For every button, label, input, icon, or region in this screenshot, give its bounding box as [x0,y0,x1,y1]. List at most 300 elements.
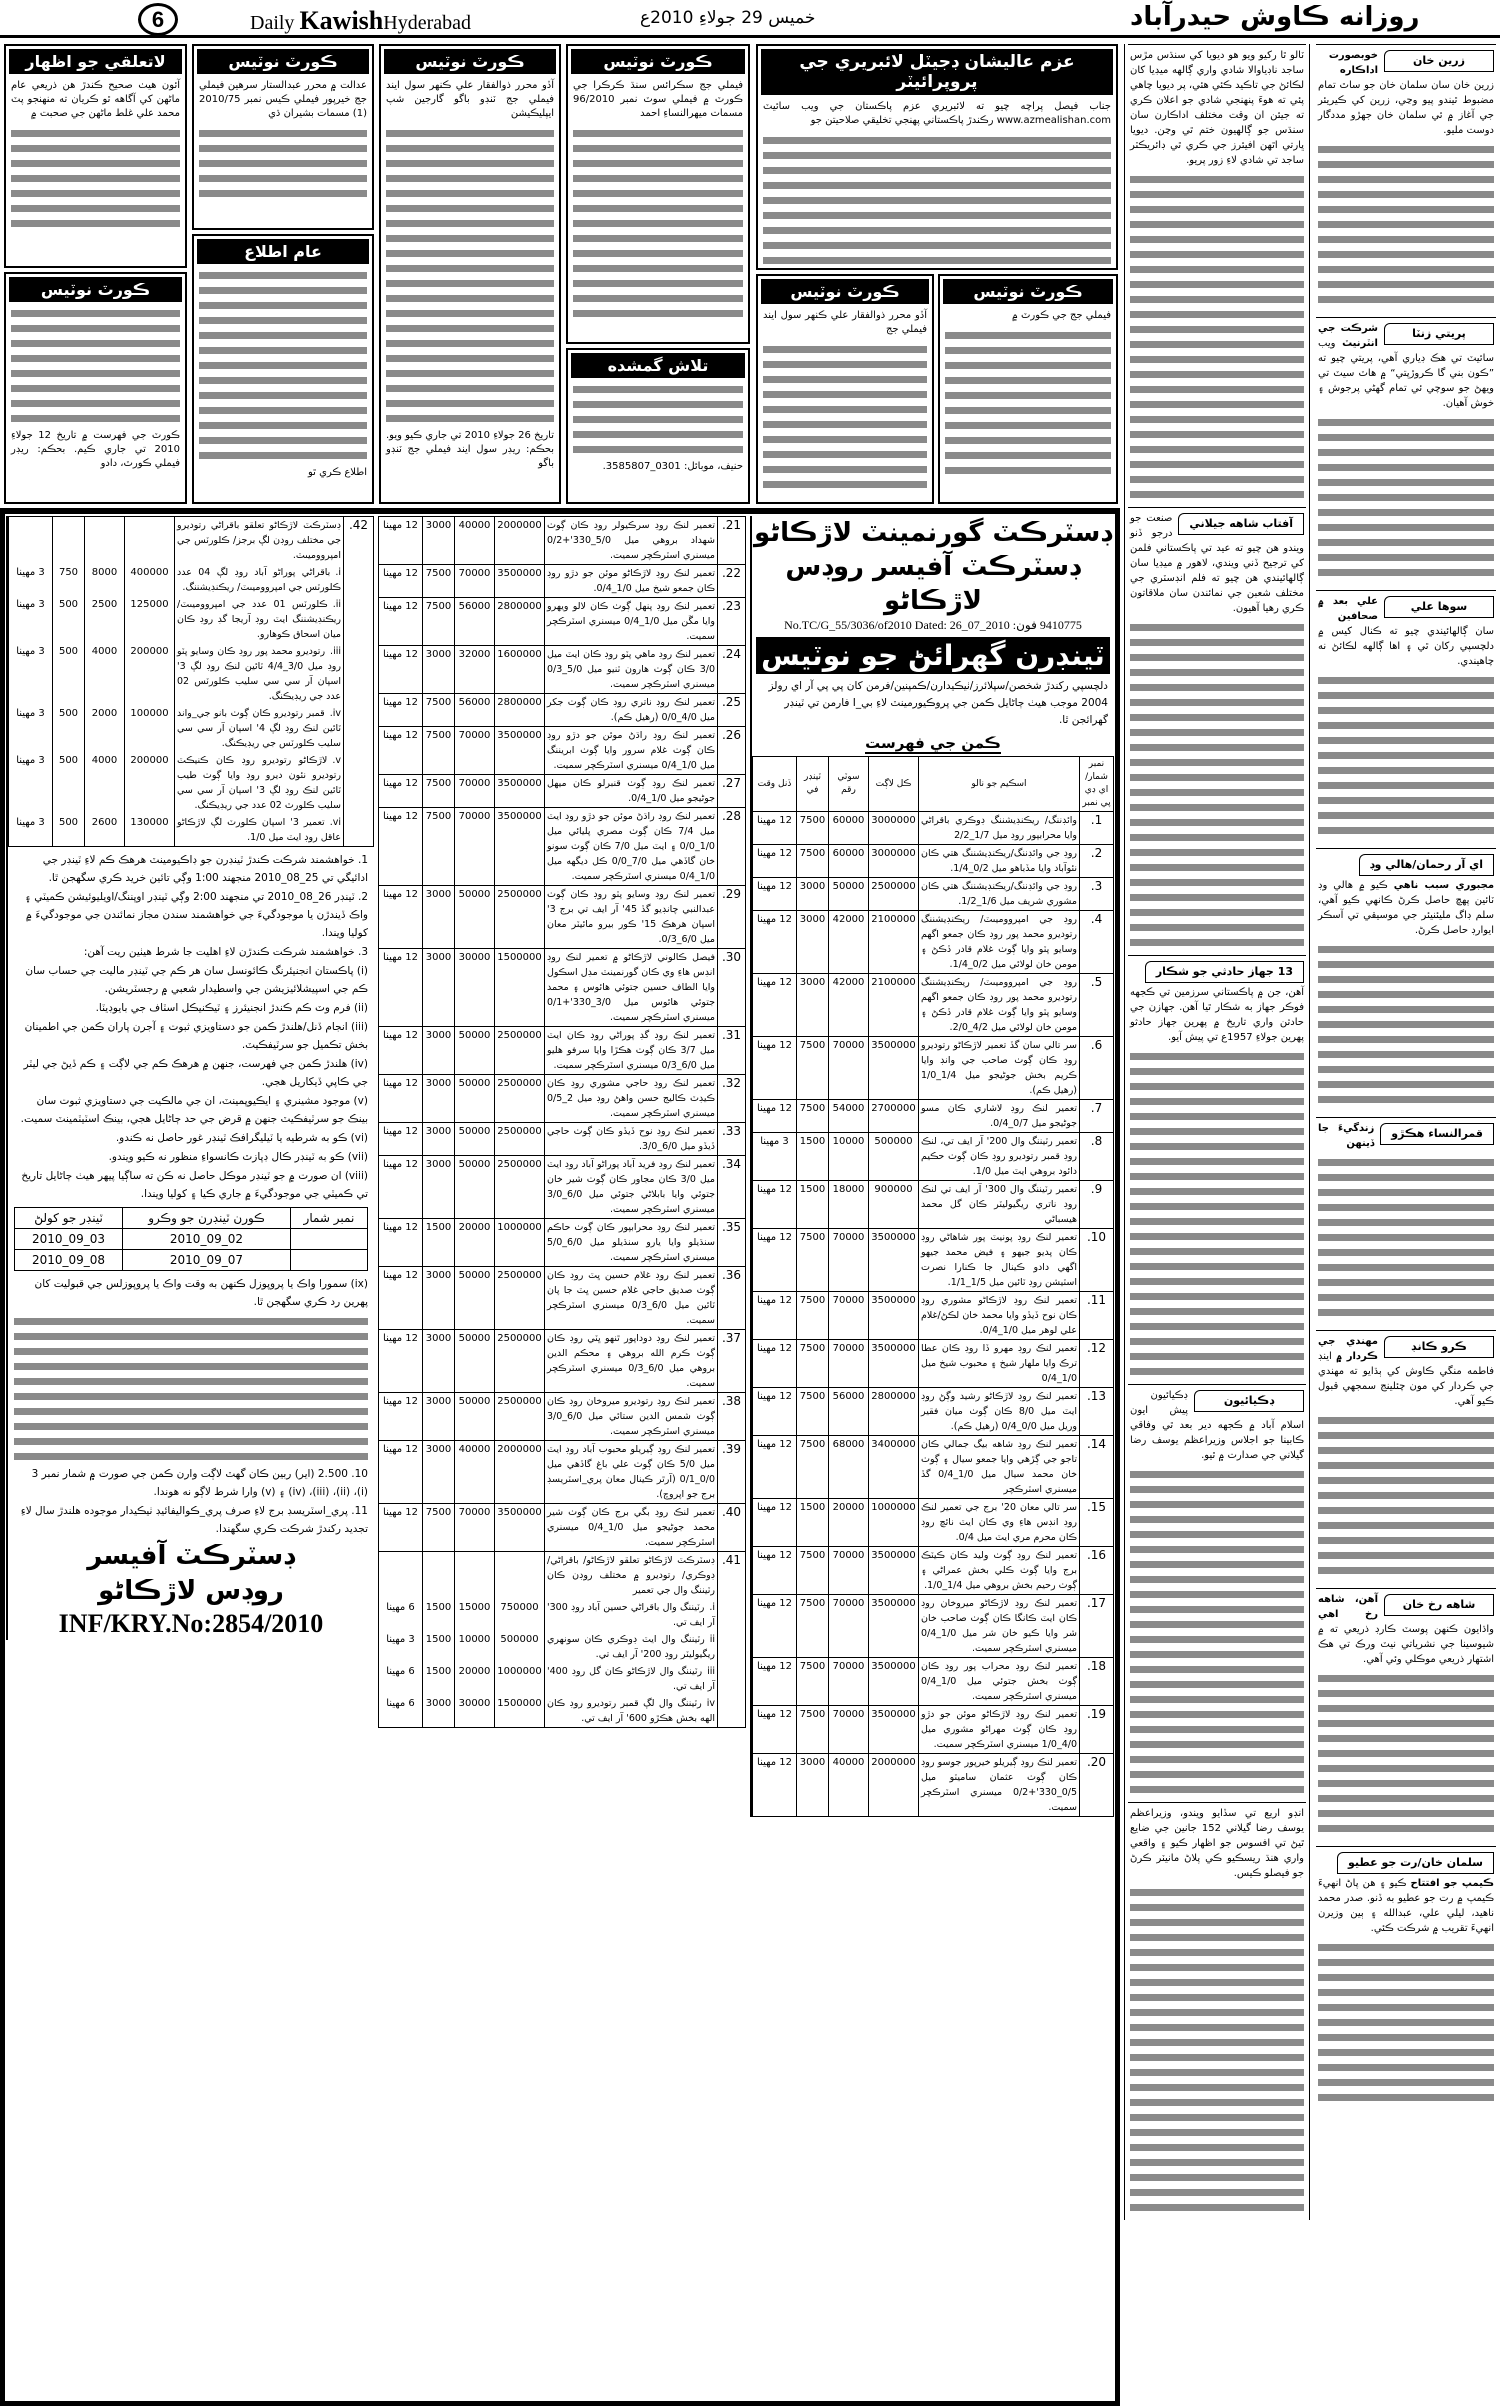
condition-item: 10. 2.500 (اير) ربين ڪان گهٽ لاڳت وارن ڪمن جي صورت ۾ شمار نمبر 3 (i)، (ii)، (iii)، (iv) ۽ (v) وارا شرط لاڳو نه هوندا. [31,1468,368,1498]
table-subrow [9,705,374,752]
story-text: ويب سائيٽ تي هڪ ڊياري آهي، پريتي چيو ته ”ڪون بني گا ڪروڙپتي“ ۾ هاٽ سيٽ تي ويهڻ جو سوچي ئي تمام گهڻي پرجوش ۽ خوش آهيان. [1318,338,1494,409]
tender-conditions [8,851,374,1639]
row-time: 12 مهينا [379,886,423,949]
row-earnest: 20000 [829,1499,869,1547]
row-earnest: 60000 [829,845,869,878]
row-fee: 7500 [797,1436,829,1499]
inf-number: INF/KRY.No:2854/2010 [58,1609,324,1638]
row-earnest: 50000 [455,886,495,949]
signature-office: روڊس لاڙڪاڻو [98,1576,284,1606]
story-text: ڪيو ۾ هالي وڊ ٽائين پهچ حاصل ڪرڻ ڪانهي ڪيو آهي، سلم ڊاگ مليئنيئر جي موسيقي تي آسڪر ايوارڊ حاصل ڪرڻ. [1318,880,1494,936]
row-blank [423,1552,455,1600]
row-fee: 3000 [423,886,455,949]
row-scheme: تعمير لنڪ روڊ ماهي پٽو روڊ ڪان ايٽ ميل 3/0 ڪان ڳوٺ هارون ٽنيو ميل 5/0_0/3 ميسنري اسٽرڪچر سميت. [545,646,718,694]
notice-title: لاتعلقي جو اظهار [9,49,182,74]
story-text: ٽالو ٿا رکيو ويو هو ديويا کي سنڌس مڙس ساجد ناڊياوالا شادي واري ڳالهه ميڊيا کان لڪائڻ جي تاڪيد ڪئي هئي، پر ديويا چاهي پئي ته هوءَ پنهنجي شادي جو اعلان ڪري ته جيئن ان وقت مختلف اداڪارن سان سنڌس جو ڳالهيون ختم ٿي وڃن. ديويا ڀارتي اٿهن افيئرز جي ڪري ٿي ڊائريڪٽر ساجد تي شادي لاءِ زور پريو. [1130,50,1304,166]
notice-title: ڪورٽ نوٽيس [761,279,929,304]
row-scheme: تعمير رٽيننگ وال 300' آر ايف تي لنڪ روڊ ناتري ريگيوليٽر ڪان گل محمد هيسباڻي [919,1181,1080,1229]
row-fee: 7500 [423,565,455,598]
title-city: Hyderabad [383,12,471,34]
table-row [379,1393,746,1441]
row-scheme: تعمير لنڪ روڊ وسايو پٽو روڊ ڪان ڳوٺ عبدالنبي چانڊيو گڏ 45' آر ايف تي برج 3' اسپان هرهڪ 15' ڪور بيرو مائيٽر معان ميل 6/0_0/3. [545,886,718,949]
table-row [753,1595,1114,1658]
table-row [9,517,374,565]
row-scheme: روڊ جي وائڊننگ/ريڪنڊيشننگ هتي ڪان مشوري شريف ميل 1/6_1/2. [919,878,1080,911]
table-subrow [9,643,374,705]
row-number: 24. [718,646,746,694]
row-earnest: 30000 [455,1695,495,1728]
row-scheme: تعمير لنڪ روڊ لاڙڪاڻو موئن جو دڙو روڊ ڪان ڳوٺ مهراڻو مشوري ميل 4/0_1/0 ميسنري اسٽرڪچر سميت. [919,1706,1080,1754]
row-time: 3 مهينا [9,752,53,814]
row-fee: 3000 [423,1123,455,1156]
row-cost: 1600000 [495,646,545,694]
row-cost: 2500000 [495,1075,545,1123]
row-number: 16. [1080,1547,1114,1595]
row-earnest: 50000 [829,878,869,911]
row-blank [9,517,53,565]
row-earnest: 50000 [455,1075,495,1123]
notice-title: ڪورٽ نوٽيس [9,277,182,302]
story-headline: ڊڪيائيون [1194,1390,1304,1412]
row-time: 12 مهينا [753,1181,797,1229]
row-fee: 7500 [797,1229,829,1292]
news-story [1128,507,1306,955]
row-scheme: تعمير لنڪ روڊ بگي برج ڪان ڳوٺ شير محمد جوڻيجو ميل 1/0_0/4 ميسنري اسٽرڪچر سميت. [545,1504,718,1552]
row-number: 40. [718,1504,746,1552]
notice-title: ڪورٽ نوٽيس [571,49,745,74]
date-cell: 07_09_2010 [123,1250,291,1271]
row-earnest: 15000 [455,1599,495,1631]
subrow-scheme [175,643,344,705]
row-scheme: تعمير لنڪ روڊ ڳوٺ قنبرلو ڪان ميهل جوڻيجو ميل 1/0_0/4. [545,775,718,808]
table-row [753,1436,1114,1499]
text-lines [199,267,367,462]
table-row [379,949,746,1027]
english-title [250,6,471,36]
story-lead: زندگيءَ جا ڏينهن [1318,1123,1375,1149]
condition-item: (i) پاڪستان انجنيئرنگ ڪائونسل سان هر ڪم جي ٽينڊر ماليت جي حساب سان ڪم جي اسپيشلائيزيشن جي واسطيدار شعبي ۾ رجسٽريشن. [25,965,368,995]
table-row [379,1330,746,1393]
row-cost: 3500000 [869,1658,919,1706]
text-lines [11,125,180,230]
row-time: 12 مهينا [379,1156,423,1219]
table-row [379,1441,746,1504]
subrow-text: رتوديرو محمد پور روڊ ڪان وسايو پٽو روڊ ميل 3/0_4/4 ٽائين لنڪ روڊ لڳ 3' اسپان آر سي سي سليب ڪلورٽس 02 عدد جي ريڊيڪنگ. [177,646,341,702]
row-time: 12 مهينا [753,1436,797,1499]
row-blank [455,1552,495,1600]
row-cost: 2500000 [495,1267,545,1330]
row-fee: 1500 [797,1181,829,1229]
row-number: 36. [718,1267,746,1330]
story-lead: خوبصورت اداڪاره [1328,50,1378,76]
news-story [1128,955,1306,1384]
story-text: آهن، جن ۾ پاڪستاني سرزمين تي ڪجهه فوڪر جهاز به شڪار ٿيا آهن. جهازن جي حادثن واري تاريخ ۾ پهرين جهاز حادثو پهرين جولاءِ 1957ع تي پيش آيو. [1130,987,1304,1043]
row-time: 3 مهينا [9,643,53,705]
story-text: اينڊ فاطمه منگي ڪاوش کي ٻڌايو ته مهندي جي ڪردار کي مون چئلينج سمجهي قبول ڪيو آهي. [1318,1351,1494,1407]
text-lines [11,305,180,425]
title-brand: Kawish [299,6,384,35]
row-scheme: تعمير لنڪ روڊ دوداپور ٿنهو ڀٽي روڊ ڪان ڳوٺ ڪرم الله بروهي ۽ محڪم الدين بروهي ميل 6/0_0/3 ميسنري اسٽرڪچر سميت. [545,1330,718,1393]
row-cost: 1000000 [869,1499,919,1547]
row-earnest: 70000 [829,1547,869,1595]
notice-text: حنيف، موبائل: 0301_3585807. [602,461,743,472]
row-time: 12 مهينا [379,1441,423,1504]
row-earnest: 4000 [85,643,125,705]
row-time: 3 مهينا [379,1631,423,1663]
date-row [15,1250,368,1271]
row-earnest: 70000 [829,1658,869,1706]
row-time: 12 مهينا [753,812,797,845]
date-cell [290,1229,367,1250]
row-earnest: 40000 [455,1441,495,1504]
row-scheme: تعمير لنڪ روڊ ڳيريلو خيرپور جوسو روڊ ڪان ڳوٺ عثمان ساميٽو ميل 0/5_330'+0/2 ميسنري اسٽرڪچر سميت. [919,1754,1080,1817]
row-scheme: تعمير لنڪ روڊ پونيٽ پور شاهاڻي روڊ ڪان پديو جيهو ۽ فيض محمد جيهو اگهي دادو ڪينال جا ڪنارا نصرت اسٽيشن روڊ ٽائين ميل 1/5_1/1. [919,1229,1080,1292]
row-earnest: 42000 [829,911,869,974]
row-fee: 7500 [797,1340,829,1388]
row-cost: 2500000 [495,1330,545,1393]
row-earnest: 68000 [829,1436,869,1499]
subrow-text: باقراڻي پوراڻو آباد روڊ لڳ 04 عدد ڪلورٽس جي امپرووميںٽ/ ريڪنڊيشننگ. [177,567,341,593]
row-cost: 2000000 [495,1441,545,1504]
story-headline: شاهه رخ خان [1384,1594,1494,1616]
row-time: 6 مهينا [379,1695,423,1728]
row-number: 26. [718,727,746,775]
row-fee: 7500 [797,1658,829,1706]
table-subrow [379,1663,746,1695]
row-number: 6. [1080,1037,1114,1100]
condition-item: (ix) سمورا واڪ يا پروپوزل ڪنهن به وقت واڪ يا پروپوزلس جي قبوليت کان پهرين رد ڪري سگهجن ٿا. [34,1278,368,1308]
table-subrow [9,814,374,847]
row-cost: 3500000 [869,1340,919,1388]
row-scheme: روڊ جي امپرووميںٽ/ ريڪنڊيشننگ رتوديرو محمد پور روڊ ڪان جمعو اگهم وسايو پٽو وايا ڳوٺ غلام قادر ڏڪڻ ۽ مومن خان لولائي ميل 0/2_1/4. [919,911,1080,974]
row-fee: 500 [53,705,85,752]
text-lines [945,327,1111,477]
row-fee: 3000 [423,517,455,565]
row-number: 13. [1080,1388,1114,1436]
row-earnest: 70000 [829,1229,869,1292]
row-time: 12 مهينا [753,1706,797,1754]
row-fee: 500 [53,643,85,705]
story-text: سان ڳالهائيندي چيو ته ڪنال کيس ۾ دلچسپي رکان ٿي ۽ اها ڳالهه لڪائڻ نه چاهيندي. [1318,626,1494,667]
table-row [753,1133,1114,1181]
row-cost: 500000 [495,1631,545,1663]
row-cost: 2500000 [495,1123,545,1156]
row-cost: 3000000 [869,845,919,878]
text-lines [1318,1939,1494,2109]
text-lines [1318,672,1494,842]
row-earnest: 70000 [829,1340,869,1388]
row-fee: 3000 [797,878,829,911]
subrow-scheme [175,596,344,643]
text-lines [14,1313,368,1463]
tender-left-block [6,516,374,1640]
date-cell: 03_09_2010 [15,1229,123,1250]
row-blank [379,1552,423,1600]
row-scheme: تعمير لنڪ روڊ راڌڻ موئن جو دڙو روڊ ڪان ڳوٺ غلام سرور وايا ڳوٺ ابريننگ ميل 1/0_0/4 ميسنري اسٽرڪچر سميت. [545,727,718,775]
row-time: 12 مهينا [753,878,797,911]
row-scheme: ڊسٽرڪٽ لاڙڪاڻو تعلقو لاڙڪاڻو/ باقراڻي/ ڊوڪري/ رتوديرو ۾ مختلف روڊن ڪان رٽيننگ وال جي تعمير [545,1552,718,1600]
row-fee: 1500 [423,1631,455,1663]
row-time: 3 مهينا [9,596,53,643]
row-earnest: 56000 [455,694,495,727]
row-fee: 1500 [423,1663,455,1695]
row-time: 12 مهينا [379,808,423,886]
col-scheme: اسڪيم جو نالو [919,757,1080,812]
row-scheme: فيصل ڪالوني لاڙڪاڻو ۾ تعمير لنڪ روڊ انڊس هاءِ وي ڪان گورنمينٽ مڊل اسڪول وايا الطاف حسين جتوئي هائوس ۽ محمد جتوئي هائوس ميل 3/0_330'+0/1 ميسنري اسٽرڪچر سميت. [545,949,718,1027]
story-headline: قمرالنساء هڪڙو [1380,1123,1494,1145]
news-story [1316,1588,1496,1846]
row-earnest: 70000 [455,775,495,808]
condition-item: 1. خواهشمند شرڪت ڪندڙ ٽينڊرن جو ڊاڪيومينٽ هرهڪ ڪم لاءِ ٽينڊر جي ادائيگي تي 25_08_2010 منجهند 1:00 وڳي تائين خريد ڪري سگهجن ٿا. [42,854,368,884]
row-cost: 2500000 [495,886,545,949]
row-scheme: تعمير رٽيننگ وال 200' آر ايف تي، لنڪ روڊ قمبر رتوديرو روڊ ڪان ڳوٺ حڪيم دائود بروهي ايٽ ميل 1/0. [919,1133,1080,1181]
row-earnest: 70000 [829,1037,869,1100]
row-cost: 1500000 [495,1695,545,1728]
table-row [379,694,746,727]
row-number: 30. [718,949,746,1027]
row-fee: 3000 [797,1754,829,1817]
table-row [753,1547,1114,1595]
news-story [1316,317,1496,590]
notice-court [938,274,1118,504]
row-number: 2. [1080,845,1114,878]
text-lines [1130,171,1304,501]
row-cost: 900000 [869,1181,919,1229]
row-time: 12 مهينا [753,1658,797,1706]
text-lines [1130,1884,1304,2214]
table-row [379,1075,746,1123]
date-table [14,1207,368,1271]
row-scheme: روڊ جي وائڊننگ/ريڪنڊيشننگ هتي ڪان نئوآباد وايا مڏباهو ميل 0/2_1/4. [919,845,1080,878]
table-row [753,1100,1114,1133]
row-scheme: ڊسٽرڪٽ لاڙڪاڻو تعلقو باقراڻي رتوديرو جي مختلف روڊن لڳ برجز/ ڪلورٽس جي امپرووميںٽ. [175,517,344,565]
story-headline: سوها علي [1384,596,1494,618]
news-story [1316,1846,1496,2115]
table-subrow [9,564,374,596]
row-fee: 7500 [797,1547,829,1595]
table-row [753,1037,1114,1100]
row-fee: 1500 [797,1133,829,1181]
row-number: 9. [1080,1181,1114,1229]
row-fee: 3000 [423,1027,455,1075]
table-row [753,1181,1114,1229]
subrow-text: ڪلورٽس 01 عدد جي امپرووميںٽ/ ريڪنڊيشننگ ايٽ روڊ آريجا گڊ روڊ ڪان ميان اسحاق ڪوهارو. [177,599,341,640]
row-cost: 3500000 [495,565,545,598]
row-number: 17. [1080,1595,1114,1658]
row-number: 14. [1080,1436,1114,1499]
row-earnest: 40000 [829,1754,869,1817]
row-fee: 3000 [423,1267,455,1330]
row-number: 41. [718,1552,746,1728]
news-story [1128,1384,1306,1802]
row-fee: 7500 [797,1100,829,1133]
subrow-scheme [175,705,344,752]
row-cost: 3500000 [495,808,545,886]
notice-text: فيملي جج سڪرائس سنڌ ڪرڪرا جي ڪورٽ ۾ فيملي سوٽ نمبر 96/2010 مسمات ميهرالنساءِ احمد [573,80,743,119]
row-time: 12 مهينا [379,1219,423,1267]
news-story [1316,590,1496,848]
notice-text: عدالت ۾ محرر عبدالستار سرهين فيملي جج خيرپور فيملي ڪيس نمبر 2010/75 (1) مسمات بشيران ڌي [199,80,367,119]
notice-text: آڏو محرر ذوالفقار علي ڪنهر سول ايند فيملي جج ٽنڊو باگو گارجين شپ ايپليڪيشن [386,80,554,119]
news-column-main [1124,44,1310,2220]
story-headline: اي آر رحمان/هالي وڊ [1359,854,1494,876]
row-earnest: 70000 [455,727,495,775]
row-earnest: 70000 [829,1706,869,1754]
row-number: 35. [718,1219,746,1267]
text-lines [1130,619,1304,949]
row-earnest: 50000 [455,1393,495,1441]
row-number: 3. [1080,878,1114,911]
notice-title: ڪورٽ نوٽيس [943,279,1113,304]
row-time: 12 مهينا [379,1075,423,1123]
row-scheme: تعمير لنڪ روڊ غلام حسين ڀٽ روڊ ڪان ڳوٺ صديق حاجي غلام حسين ڀٽ جا پان ٽائين ميل 6/0_0/3 ميسنري اسٽرڪچر سميت. [545,1267,718,1330]
table-row [753,1229,1114,1292]
works-table-continued [378,516,746,1728]
row-earnest: 8000 [85,564,125,596]
row-cost: 2500000 [495,1393,545,1441]
row-fee: 7500 [797,1706,829,1754]
news-column-side [1314,44,1498,2115]
notice-text: تاريخ 26 جولاءِ 2010 تي جاري ڪيو ويو. بحڪم: ريڊر سول ايند فيملي جج ٽنڊو باگو [386,430,554,469]
row-cost: 2700000 [869,1100,919,1133]
row-cost: 1500000 [495,949,545,1027]
row-number: 29. [718,886,746,949]
story-headline: سلمان خان/رت جو عطيو [1337,1852,1494,1874]
row-time: 12 مهينا [379,517,423,565]
row-time: 12 مهينا [753,845,797,878]
subrow-text: تعمير 3' اسپان ڪلورٽ لڳ لاڙڪاڻو عاقل روڊ ايٽ ميل 1/0. [177,817,341,843]
table-subrow [379,1599,746,1631]
text-lines [573,125,743,320]
table-subrow [379,1631,746,1663]
condition-item: (iii) انجام ڏنل/هلندڙ ڪمن جو دستاويزي ثبوت ۽ آجرن پاران ڪمن جي اطمينان بخش تڪميل جو سرٽيفڪيٽ. [24,1021,368,1051]
row-number: 20. [1080,1754,1114,1817]
story-text: زرين خان سان سلمان خان جو ساٿ تمام مضبوط ٿيندو پيو وڃي، زرين کي ڪيريئر جي آغاز ۾ ئي سلمان خان جهڙو مددگار دوست مليو. [1318,80,1494,136]
row-earnest: 50000 [455,1027,495,1075]
row-fee: 7500 [423,598,455,646]
row-scheme: تعمير لنڪ روڊ ڳوٺ وليد ڪان ڪيٽڪ برج وايا ڳوٺ ڪلي بخش عمراڻي ۽ ڳوٺ رحيم بخش بروهي ميل 1/4_1/0. [919,1547,1080,1595]
row-cost: 3500000 [495,1504,545,1552]
table-row [379,1504,746,1552]
table-subrow [9,596,374,643]
row-number: 38. [718,1393,746,1441]
row-number: 1. [1080,812,1114,845]
row-cost: 500000 [869,1133,919,1181]
row-scheme: تعمير لنڪ روڊ فريد آباد پوراڻو آباد روڊ ايٽ ميل 3/0 ڪان مجاور ڪان ڳوٺ شير خان جتوئي وايا بابلاڻي جتوئي ميل 6/0_3/0 ميسنري اسٽرڪچر سميت. [545,1156,718,1219]
table-row [753,1292,1114,1340]
table-row [379,1219,746,1267]
row-scheme: تعمير لنڪ روڊ راڌڻ موئن جو دڙو روڊ ايٽ ميل 7/4 ڪان ڳوٺ مصري پليائي ميل 1/0_0/0 ۽ ايٽ ميل 7/0 ڪان ڳوٺ سونو خان گاڏهي ميل 7/0_0/0 ڪل ديگهه ميل 1/0_0/4 ميسنري اسٽرڪچر سميت. [545,808,718,886]
row-time: 12 مهينا [753,1340,797,1388]
table-row [753,1388,1114,1436]
table-row [379,1552,746,1600]
row-fee: 1500 [423,1599,455,1631]
notice-title: عام اطلاع [197,239,369,264]
row-fee: 3000 [423,1441,455,1504]
tender-intro: دلچسپي رکندڙ شخصن/سپلائرز/ٺيڪيدارن/ڪمپنين/فرمن کان پي پي آر اي رولز 2004 موجب هيٺ ڄاڻايل ڪمن جي پروڪيورمينٽ لاءِ بي_I فارمن تي ٽينڊر گهرائجن ٿا. [768,680,1108,726]
signature-title: ڊسٽرڪٽ آفيسر [87,1541,295,1571]
row-number: 12. [1080,1340,1114,1388]
story-headline: آفتاب شاهه جيلاني [1178,513,1304,535]
row-time: 12 مهينا [379,1393,423,1441]
row-cost: 3000000 [869,812,919,845]
row-cost: 2800000 [495,694,545,727]
col-fee: ٽينڊر في [797,757,829,812]
row-time: 12 مهينا [379,727,423,775]
col-earnest: سوٽي رقم [829,757,869,812]
row-scheme: تعمير لنڪ روڊ لاڙڪاڻو ميروخان روڊ ڪان ايٽ ڪانگا ڪان ڳوٺ صاحب خان شر وايا ڪيو خان شر ميل 1/0_0/4 ميسنري اسٽرڪچر سميت. [919,1595,1080,1658]
row-cost: 1000000 [495,1663,545,1695]
row-number: 21. [718,517,746,565]
text-lines [1318,141,1494,311]
table-row [379,886,746,949]
row-fee: 7500 [423,727,455,775]
row-time: 12 مهينا [753,1037,797,1100]
story-headline: ڪرو ڪانڊ [1384,1336,1494,1358]
row-time: 12 مهينا [753,1100,797,1133]
row-fee: 7500 [797,812,829,845]
subrow-text: رٽيننگ وال لڳ قمبر رتوديرو روڊ ڪان الهه بخش هڪڙو 600' آر ايف تي. [547,1698,715,1724]
row-number: 19. [1080,1706,1114,1754]
date-row [15,1229,368,1250]
row-time: 12 مهينا [753,974,797,1037]
reference-line: 9410775 فون: No.TC/G_55/3036/of2010 Dated: 26_07_2010 [784,618,1082,632]
row-earnest: 2600 [85,814,125,847]
text-lines [386,125,554,425]
text-lines [1318,1412,1494,1582]
office-name: ڊسٽرڪٽ آفيسر روڊس لاڙڪاڻو [785,552,1081,616]
condition-item: 2. ٽينڊر 26_08_2010 تي منجهند 2:00 وڳي ٽينڊر اوپننگ/اويليوئيشن ڪميٽي ۽ واڪ ڏيندڙن يا موجودگيءَ جي خواهشمند سندن مجاز نمائندن جي موجودگيءَ ۾ کوليا ويندا. [24,891,368,939]
row-earnest: 60000 [829,812,869,845]
row-fee: 500 [53,752,85,814]
row-scheme: تعمير لنڪ روڊ شاهه بيگ جمالي ڪان تاجو جي ڳڙهي وايا جمعو سيال ۽ ڳوٺ خان محمد سيال ميل 1/0_0/4 گڏ ميسنري اسٽرڪچر [919,1436,1080,1499]
row-time: 3 مهينا [9,814,53,847]
row-time: 12 مهينا [379,1330,423,1393]
news-story [1316,1117,1496,1330]
story-text: ڊڪيائيون پيش ايون اسلام آباد ۾ ڪجهه دير بعد ٿي وفاقي ڪابينا جو اجلاس وزيراعظم يوسف رضا گيلاني جي صدارت ۾ ٿيو. [1130,1390,1304,1461]
row-scheme: تعمير لنڪ روڊ ڳيريلو محبوب آباد روڊ ايٽ ميل 5/0 ڪان ڳوٺ علي باغ گاڏهي ميل 0/0_0/1 (آرٿر ڪينال معان پري_اسٽريسڊ برج جو اپروچ). [545,1441,718,1504]
subrow-number: ii. [332,599,341,610]
row-fee: 7500 [423,808,455,886]
row-earnest: 18000 [829,1181,869,1229]
row-time: 12 مهينا [753,1292,797,1340]
row-fee: 3000 [423,1156,455,1219]
story-headline: 13 جهاز حادثي جو شڪار [1145,961,1304,983]
col-time: ڏنل وقت [753,757,797,812]
subrow-number: i. [335,567,341,578]
subrow-text: رٽيننگ وال باقراڻي حسين آباد روڊ 300' آر ايف تي. [547,1602,715,1628]
urdu-title: روزانه ڪاوش حيدرآباد [1130,2,1420,32]
table-row [379,1123,746,1156]
row-earnest: 70000 [829,1595,869,1658]
table-row [379,775,746,808]
subrow-number: vi. [329,817,341,828]
notice-court [4,272,187,504]
table-row [379,565,746,598]
row-fee: 7500 [423,694,455,727]
date-cell: 02_09_2010 [123,1229,291,1250]
tender-right-block [750,516,1114,1817]
row-cost: 130000 [125,814,175,847]
date-col-sale: ڪورن ٽينڊرن جو وڪرو [123,1208,291,1229]
row-cost: 3500000 [869,1595,919,1658]
story-lead: شرڪت جي انٽرنيٽ [1318,323,1378,349]
subrow-number: iv. [329,708,341,719]
row-number: 31. [718,1027,746,1075]
row-number: 28. [718,808,746,886]
text-lines [199,125,367,200]
row-number: 33. [718,1123,746,1156]
